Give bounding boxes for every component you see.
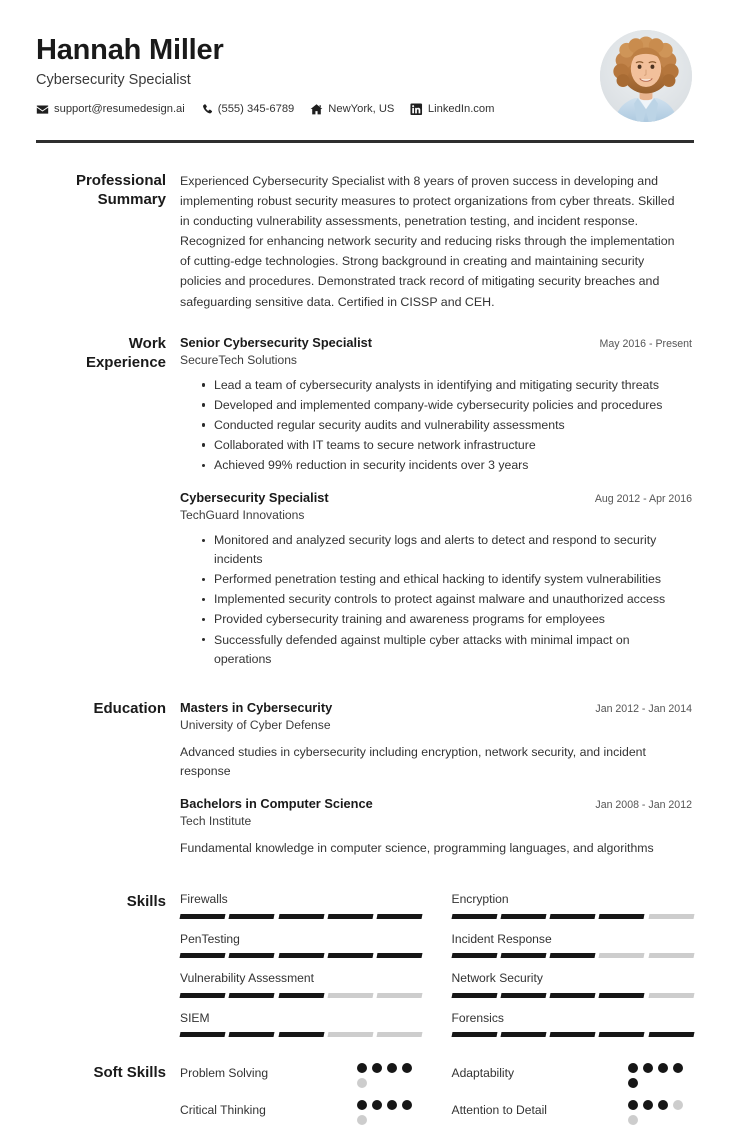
experience-bullet-list xyxy=(180,376,694,475)
rating-dot xyxy=(357,1063,367,1073)
soft-skill-item xyxy=(180,1100,423,1137)
section-soft-skills xyxy=(36,1063,694,1137)
skill-bar-segment xyxy=(229,953,275,958)
education-body xyxy=(180,699,694,863)
section-work-experience xyxy=(36,334,694,673)
skill-bar-segment xyxy=(278,1032,324,1037)
rating-dot xyxy=(628,1078,638,1088)
skill-bar-segment xyxy=(451,1032,497,1037)
rating-dot xyxy=(673,1100,683,1110)
soft-skill-item xyxy=(452,1100,695,1137)
education-description: Fundamental knowledge in computer science, programming languages, and algorithms xyxy=(180,841,654,856)
experience-job-title: Senior Cybersecurity Specialist xyxy=(180,334,373,350)
skill-bar-segment xyxy=(451,914,497,919)
skills-grid xyxy=(180,892,694,1050)
soft-skill-name: Adaptability xyxy=(451,1066,515,1081)
soft-skill-rating xyxy=(628,1100,694,1125)
education-entry xyxy=(180,795,694,858)
skill-bar-segment xyxy=(500,914,546,919)
header-divider xyxy=(36,140,694,143)
list-item: Provided cybersecurity training and awareness programs for employees xyxy=(202,610,694,629)
skill-level-bar xyxy=(452,993,695,998)
skill-item xyxy=(180,892,423,932)
skill-name: Forensics xyxy=(451,1010,504,1025)
skill-bar-segment xyxy=(550,993,596,998)
skill-bar-segment xyxy=(599,993,645,998)
summary-label-line1: Professional xyxy=(75,172,166,189)
skill-bar-segment xyxy=(500,993,546,998)
skill-name: Incident Response xyxy=(451,931,552,946)
education-degree: Masters in Cybersecurity xyxy=(180,699,333,715)
soft-skill-item xyxy=(180,1063,423,1100)
skill-level-bar xyxy=(180,953,423,958)
rating-dot xyxy=(387,1063,397,1073)
contact-row xyxy=(36,103,494,116)
skill-bar-segment xyxy=(599,914,645,919)
skill-bar-segment xyxy=(648,914,694,919)
skill-level-bar xyxy=(452,953,695,958)
soft-skills-grid xyxy=(180,1063,694,1137)
skills-body xyxy=(180,892,694,1050)
section-label-experience xyxy=(36,334,180,372)
experience-company: TechGuard Innovations xyxy=(180,508,305,523)
soft-skill-name: Critical Thinking xyxy=(180,1103,266,1118)
education-date-range: Jan 2012 - Jan 2014 xyxy=(595,702,692,715)
list-item: Developed and implemented company-wide cybersecurity policies and procedures xyxy=(202,396,694,415)
skill-bar-segment xyxy=(229,1032,275,1037)
skill-bar-segment xyxy=(327,953,373,958)
rating-dot xyxy=(387,1100,397,1110)
experience-bullet-list xyxy=(180,531,694,668)
skill-bar-segment xyxy=(327,993,373,998)
skill-bar-segment xyxy=(550,953,596,958)
job-title: Cybersecurity Specialist xyxy=(36,72,191,89)
education-entry-head xyxy=(180,699,694,716)
skill-bar-segment xyxy=(229,914,275,919)
skill-item xyxy=(180,1011,423,1051)
section-label-skills: Skills xyxy=(126,893,166,911)
skill-item xyxy=(180,971,423,1011)
section-label-soft-skills: Soft Skills xyxy=(93,1064,166,1082)
skill-bar-segment xyxy=(278,914,324,919)
avatar-photo xyxy=(600,30,692,122)
contact-email[interactable] xyxy=(36,103,185,116)
skill-name: SIEM xyxy=(180,1010,210,1025)
contact-location[interactable] xyxy=(310,103,394,116)
skill-bar-segment xyxy=(451,953,497,958)
skill-name: Network Security xyxy=(451,971,543,986)
list-item: Performed penetration testing and ethical hacking to identify system vulnerabilities xyxy=(202,570,694,589)
experience-company: SecureTech Solutions xyxy=(180,352,297,367)
skill-bar-segment xyxy=(180,914,226,919)
experience-entry xyxy=(180,334,694,475)
experience-entry-head xyxy=(180,334,694,351)
list-item: Implemented security controls to protect against malware and unauthorized access xyxy=(202,590,694,609)
skill-name: PenTesting xyxy=(180,931,240,946)
skill-bar-segment xyxy=(599,953,645,958)
summary-label-line2: Summary xyxy=(97,191,166,209)
skill-bar-segment xyxy=(500,953,546,958)
skill-item xyxy=(452,932,695,972)
skill-item xyxy=(452,971,695,1011)
skill-bar-segment xyxy=(377,914,423,919)
list-item: Achieved 99% reduction in security incidents over 3 years xyxy=(202,456,694,475)
section-skills xyxy=(36,892,694,1050)
linkedin-icon xyxy=(410,103,423,116)
soft-skill-item xyxy=(452,1063,695,1100)
summary-body xyxy=(180,171,694,312)
education-description: Advanced studies in cybersecurity including encryption, network security, and incident response xyxy=(180,744,646,778)
contact-phone-text: (555) 345-6789 xyxy=(217,103,295,116)
skill-level-bar xyxy=(180,1032,423,1037)
home-icon xyxy=(310,103,323,116)
skill-level-bar xyxy=(180,993,423,998)
skill-item xyxy=(452,892,695,932)
experience-label-line1: Work xyxy=(128,334,166,352)
skill-bar-segment xyxy=(550,914,596,919)
contact-linkedin[interactable] xyxy=(410,103,494,116)
skill-bar-segment xyxy=(500,1032,546,1037)
skill-name: Firewalls xyxy=(180,892,228,907)
education-degree: Bachelors in Computer Science xyxy=(180,795,373,811)
education-entry-head xyxy=(180,795,694,812)
rating-dot xyxy=(658,1063,668,1073)
rating-dot xyxy=(357,1100,367,1110)
skill-bar-segment xyxy=(180,953,226,958)
skill-bar-segment xyxy=(278,953,324,958)
section-professional-summary xyxy=(36,171,694,312)
experience-body xyxy=(180,334,694,673)
list-item: Collaborated with IT teams to secure network infrastructure xyxy=(202,436,694,455)
soft-skill-name: Attention to Detail xyxy=(451,1103,547,1118)
list-item: Monitored and analyzed security logs and alerts to detect and respond to security incidents xyxy=(202,531,694,569)
rating-dot xyxy=(673,1063,683,1073)
contact-linkedin-text: LinkedIn.com xyxy=(427,103,495,116)
rating-dot xyxy=(628,1115,638,1125)
skill-level-bar xyxy=(452,914,695,919)
experience-entry xyxy=(180,489,694,669)
skill-bar-segment xyxy=(229,993,275,998)
section-label-education: Education xyxy=(93,699,166,717)
skill-bar-segment xyxy=(550,1032,596,1037)
skill-item xyxy=(452,1011,695,1051)
envelope-icon xyxy=(36,103,49,116)
skill-bar-segment xyxy=(180,1032,226,1037)
contact-phone[interactable] xyxy=(201,103,295,116)
resume-header xyxy=(36,0,694,122)
skill-bar-segment xyxy=(377,953,423,958)
rating-dot xyxy=(372,1100,382,1110)
skill-name: Vulnerability Assessment xyxy=(180,971,314,986)
rating-dot xyxy=(402,1063,412,1073)
experience-date-range: May 2016 - Present xyxy=(599,337,692,350)
experience-date-range: Aug 2012 - Apr 2016 xyxy=(594,493,692,506)
rating-dot xyxy=(628,1063,638,1073)
soft-skill-name: Problem Solving xyxy=(180,1066,269,1081)
header-identity xyxy=(36,30,494,116)
page-title: Hannah Miller xyxy=(36,34,224,66)
summary-text: Experienced Cybersecurity Specialist with 8 years of proven success in developing and implementing robust security measures to protect organizations from cyber threats. Skilled in conducting vulnerability assessments, penetration testing, and incident response. Recognized for enhancing network security and reducing risks through the implementation of cutting-edge technologies. Strong background in creating and maintaining security policies and procedures. Demonstrated track record of mitigating security breaches and safeguarding sensitive data. Certified in CISSP and CEH. xyxy=(180,174,675,309)
education-school: Tech Institute xyxy=(180,814,252,829)
skill-bar-segment xyxy=(451,993,497,998)
education-date-range: Jan 2008 - Jan 2012 xyxy=(595,798,692,811)
education-entry xyxy=(180,699,694,781)
rating-dot xyxy=(643,1100,653,1110)
phone-icon xyxy=(201,103,213,116)
skill-bar-segment xyxy=(377,993,423,998)
section-label-summary xyxy=(36,171,180,209)
list-item: Successfully defended against multiple cyber attacks with minimal impact on operations xyxy=(202,631,694,669)
experience-entry-head xyxy=(180,489,694,506)
contact-email-text: support@resumedesign.ai xyxy=(54,103,185,116)
skill-name: Encryption xyxy=(451,892,509,907)
skill-bar-segment xyxy=(648,953,694,958)
experience-label-line2: Experience xyxy=(85,353,166,371)
section-education xyxy=(36,699,694,863)
soft-skill-rating xyxy=(628,1063,694,1088)
contact-location-text: NewYork, US xyxy=(328,103,395,116)
rating-dot xyxy=(357,1078,367,1088)
skill-bar-segment xyxy=(180,993,226,998)
rating-dot xyxy=(658,1100,668,1110)
rating-dot xyxy=(643,1063,653,1073)
skill-bar-segment xyxy=(327,1032,373,1037)
skill-bar-segment xyxy=(278,993,324,998)
skill-bar-segment xyxy=(648,1032,694,1037)
rating-dot xyxy=(372,1063,382,1073)
rating-dot xyxy=(357,1115,367,1125)
rating-dot xyxy=(628,1100,638,1110)
soft-skill-rating xyxy=(357,1100,423,1125)
skill-bar-segment xyxy=(327,914,373,919)
soft-skills-body xyxy=(180,1063,694,1137)
soft-skill-rating xyxy=(357,1063,423,1088)
skill-level-bar xyxy=(452,1032,695,1037)
skill-bar-segment xyxy=(377,1032,423,1037)
skill-item xyxy=(180,932,423,972)
skill-bar-segment xyxy=(648,993,694,998)
skill-bar-segment xyxy=(599,1032,645,1037)
rating-dot xyxy=(402,1100,412,1110)
list-item: Lead a team of cybersecurity analysts in identifying and mitigating security threats xyxy=(202,376,694,395)
skill-level-bar xyxy=(180,914,423,919)
experience-job-title: Cybersecurity Specialist xyxy=(180,490,329,506)
avatar xyxy=(600,30,692,122)
list-item: Conducted regular security audits and vulnerability assessments xyxy=(202,416,694,435)
education-school: University of Cyber Defense xyxy=(180,717,331,732)
